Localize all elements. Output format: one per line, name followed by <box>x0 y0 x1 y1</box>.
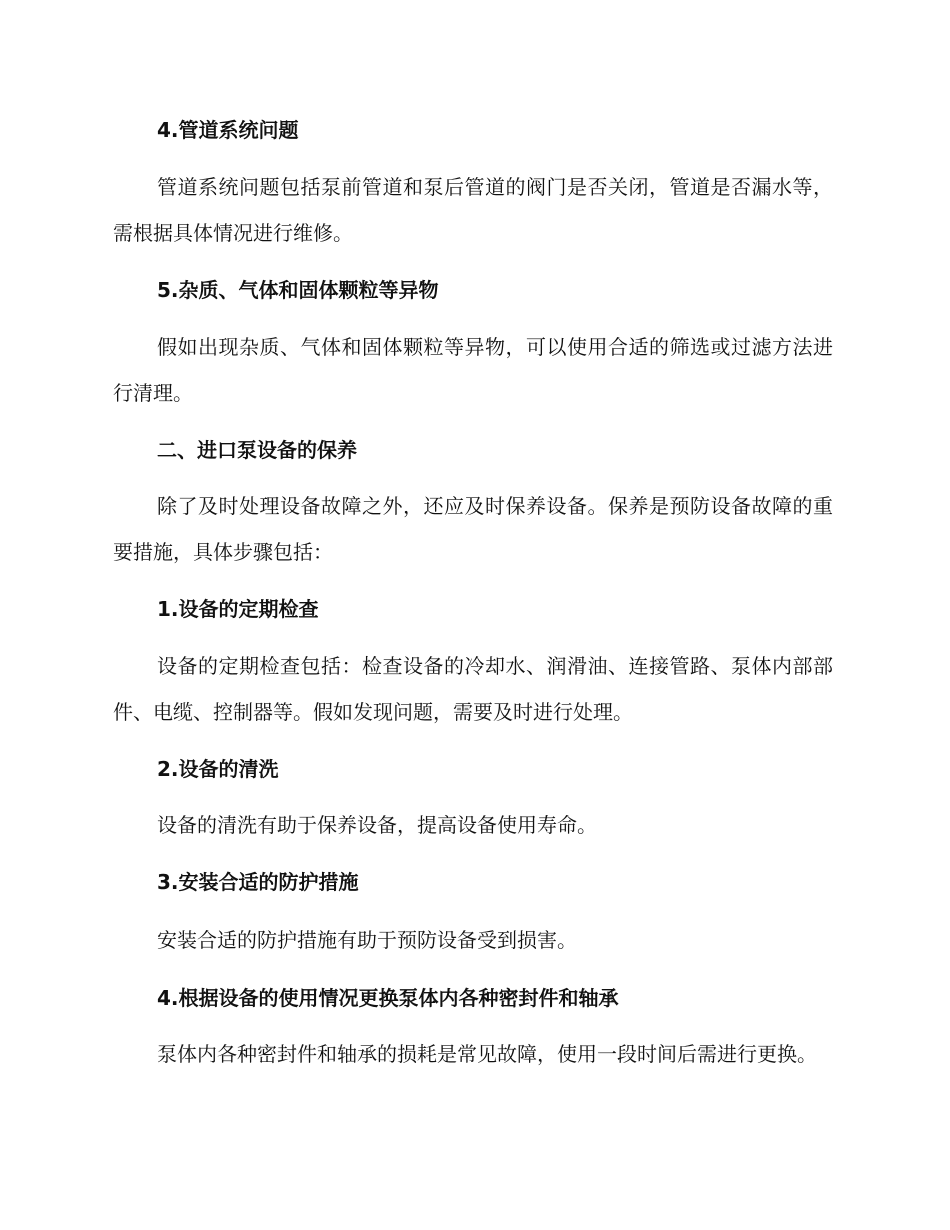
paragraph-protection: 安装合适的防护措施有助于预防设备受到损害。 <box>157 928 577 952</box>
section-heading-protection: 3.安装合适的防护措施 <box>157 870 359 894</box>
paragraph-impurities: 假如出现杂质、气体和固体颗粒等异物，可以使用合适的筛选或过滤方法进行清理。 <box>113 335 833 405</box>
section-heading-inspection: 1.设备的定期检查 <box>157 597 319 621</box>
paragraph-inspection: 设备的定期检查包括：检查设备的冷却水、润滑油、连接管路、泵体内部部件、电缆、控制器等。假如发现问题，需要及时进行处理。 <box>113 654 833 724</box>
paragraph-maintenance: 除了及时处理设备故障之外，还应及时保养设备。保养是预防设备故障的重要措施，具体步骤包括： <box>113 494 833 564</box>
section-heading-pipeline: 4.管道系统问题 <box>157 118 299 142</box>
paragraph-seals: 泵体内各种密封件和轴承的损耗是常见故障，使用一段时间后需进行更换。 <box>157 1042 817 1066</box>
section-heading-impurities: 5.杂质、气体和固体颗粒等异物 <box>157 278 439 302</box>
section-heading-maintenance: 二、进口泵设备的保养 <box>157 438 357 462</box>
section-heading-cleaning: 2.设备的清洗 <box>157 757 279 781</box>
section-heading-seals: 4.根据设备的使用情况更换泵体内各种密封件和轴承 <box>157 986 619 1010</box>
paragraph-pipeline: 管道系统问题包括泵前管道和泵后管道的阀门是否关闭，管道是否漏水等，需根据具体情况进行维修。 <box>113 175 833 245</box>
paragraph-cleaning: 设备的清洗有助于保养设备，提高设备使用寿命。 <box>157 813 597 837</box>
